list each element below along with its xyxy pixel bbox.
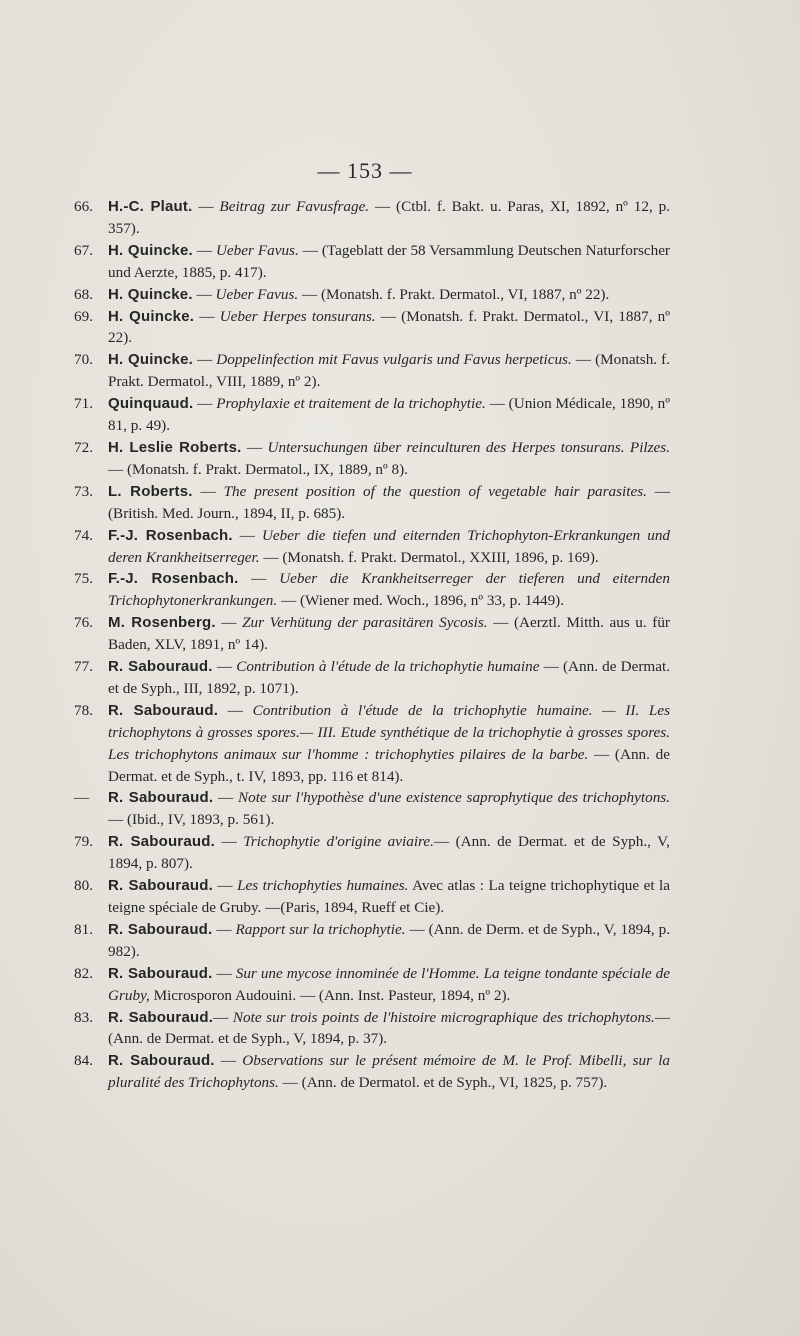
reference-item — [74, 349, 670, 393]
reference-separator: — — [212, 658, 237, 676]
reference-separator: — — [213, 789, 238, 807]
reference-number: 73. — [74, 482, 93, 500]
reference-title: Note sur l'hypothèse d'une existence saprophytique des trichophytons. — [237, 789, 670, 807]
reference-item — [74, 656, 671, 700]
reference-details: — (British. Med. Journ., 1894, II, p. 685). — [108, 482, 670, 522]
reference-item — [74, 306, 670, 350]
reference-item — [74, 196, 670, 240]
reference-author: H. Quincke. — [108, 307, 195, 325]
reference-author: R. Sabouraud. — [108, 877, 213, 895]
reference-details: — (Monatsh. f. Prakt. Dermatol., XXIII, 1896, p. 169). — [259, 548, 599, 566]
reference-number: 74. — [74, 526, 93, 544]
reference-author: R. Sabouraud. — [108, 964, 213, 982]
reference-number: 84. — [74, 1052, 93, 1070]
reference-author: F.-J. Rosenbach. — [108, 526, 233, 544]
reference-item — [74, 831, 670, 875]
reference-author: H.-C. Plaut. — [108, 198, 193, 215]
reference-number: 80. — [74, 877, 93, 895]
reference-item — [74, 481, 670, 525]
reference-separator: — — [241, 438, 268, 456]
reference-separator: — — [212, 877, 238, 895]
reference-number: 66. — [74, 198, 93, 215]
reference-separator: — — [214, 833, 244, 851]
reference-item — [74, 437, 671, 481]
reference-details: — (Union Médicale, 1890, nº 81, p. 49). — [108, 395, 670, 435]
reference-item — [74, 284, 670, 306]
reference-details: Avec atlas : La teigne trichophytique et la teigne spéciale de Gruby. —(Paris, 1894, Rueff et Cie). — [108, 877, 671, 916]
reference-author: Quinquaud. — [108, 395, 194, 413]
reference-number: 83. — [74, 1008, 93, 1026]
reference-title: Trichophytie d'origine aviaire. — [243, 833, 434, 851]
reference-item — [74, 1007, 670, 1051]
reference-author: M. Rosenberg. — [108, 614, 216, 632]
reference-number: 75. — [74, 570, 93, 588]
reference-details: — (Ann. de Dermat. et de Syph., V, 1894, p. 807). — [108, 833, 670, 873]
reference-item — [74, 525, 671, 569]
reference-details: Microsporon Audouini. — (Ann. Inst. Pasteur, 1894, nº 2). — [149, 986, 511, 1004]
reference-number: 77. — [74, 658, 93, 676]
reference-item — [74, 787, 670, 831]
reference-item — [74, 240, 670, 284]
reference-author: H. Quincke. — [108, 351, 193, 369]
reference-number: 76. — [74, 614, 93, 632]
reference-details: — (Monatsh. f. Prakt. Dermatol., VIII, 1889, nº 2). — [108, 351, 670, 391]
reference-title: Ueber Favus. — [215, 285, 299, 303]
reference-author: L. Roberts. — [108, 482, 193, 500]
reference-author: R. Sabouraud. — [108, 833, 215, 851]
reference-number: 68. — [74, 285, 93, 303]
reference-author: H. Leslie Roberts. — [108, 438, 242, 456]
reference-separator: — — [213, 1008, 233, 1026]
reference-author: R. Sabouraud. — [108, 1052, 215, 1070]
reference-item — [74, 393, 670, 437]
reference-item — [74, 875, 671, 919]
reference-item — [74, 919, 670, 963]
reference-number: 78. — [74, 701, 93, 719]
reference-number: 69. — [74, 307, 93, 325]
reference-list — [74, 196, 671, 1094]
reference-author: R. Sabouraud. — [108, 920, 213, 938]
reference-details: — (Ann. de Derm. et de Syph., V, 1894, p. 982). — [108, 920, 670, 960]
reference-separator: — — [212, 964, 236, 982]
reference-separator: — — [212, 920, 236, 938]
reference-details: — (Ann. de Dermat. et de Syph., III, 1892, p. 1071). — [108, 658, 671, 697]
reference-author: R. Sabouraud. — [108, 1008, 214, 1026]
reference-separator: — — [238, 570, 280, 588]
reference-details: — (Wiener med. Woch., 1896, nº 33, p. 1449). — [277, 592, 565, 610]
reference-author: R. Sabouraud. — [108, 658, 213, 676]
reference-title: Les trichophyties humaines. — [237, 877, 409, 895]
reference-title: The present position of the question of vegetable hair parasites. — [223, 482, 647, 500]
reference-title: Prophylaxie et traitement de la trichophytie. — [216, 395, 486, 413]
reference-separator: — — [192, 285, 216, 303]
reference-title: Ueber die Krankheitserreger der tieferen und eiternden Trichophytonerkrankungen. — [108, 570, 671, 610]
reference-separator: — — [232, 526, 262, 544]
reference-number: 82. — [74, 964, 93, 982]
reference-details: — (Ann. de Dermatol. et de Syph., VI, 1825, p. 757). — [278, 1074, 608, 1092]
reference-number: 81. — [74, 920, 93, 938]
reference-title: Observations sur le présent mémoire de M. le Prof. Mibelli, sur la pluralité des Trichophytons. — [108, 1052, 671, 1092]
reference-number: — — [74, 789, 90, 807]
reference-separator: — — [192, 482, 224, 500]
reference-item — [74, 1050, 671, 1094]
reference-number: 72. — [74, 438, 93, 456]
reference-title: Sur une mycose innominée de l'Homme. La teigne tondante spéciale de Gruby, — [108, 964, 671, 1004]
reference-details: — (Ctbl. f. Bakt. u. Paras, XI, 1892, nº 12, p. 357). — [108, 198, 670, 237]
reference-author: R. Sabouraud. — [108, 701, 219, 719]
page-number: — 153 — — [317, 158, 413, 183]
reference-details: — (Ann. de Dermat. et de Syph., V, 1894, p. 37). — [108, 1008, 670, 1048]
reference-details: — (Ann. de Dermat. et de Syph., t. IV, 1893, pp. 116 et 814). — [108, 745, 670, 785]
reference-title: Untersuchungen über reinculturen des Herpes tonsurans. Pilzes. — [267, 438, 671, 456]
reference-separator: — — [214, 1052, 243, 1070]
reference-title: Rapport sur la trichophytie. — [235, 920, 406, 938]
reference-item — [74, 700, 670, 788]
reference-author: F.-J. Rosenbach. — [108, 570, 239, 588]
reference-details: — (Tageblatt der 58 Versammlung Deutschen Naturforscher und Aerzte, 1885, p. 417). — [108, 241, 670, 281]
reference-author: H. Quincke. — [108, 241, 193, 259]
reference-number: 67. — [74, 241, 93, 259]
reference-title: Ueber Favus. — [215, 241, 299, 259]
reference-item — [74, 612, 670, 656]
reference-author: H. Quincke. — [108, 285, 193, 303]
reference-item — [74, 963, 671, 1007]
reference-details: — (Ibid., IV, 1893, p. 561). — [108, 811, 275, 829]
reference-title: Beitrag zur Favusfrage. — [219, 198, 370, 215]
reference-author: R. Sabouraud. — [108, 789, 214, 807]
reference-details: — (Monatsh. f. Prakt. Dermatol., IX, 1889, nº 8). — [108, 460, 408, 478]
reference-title: Note sur trois points de l'histoire micrographique des trichophytons. — [232, 1008, 655, 1026]
reference-details: — (Aerztl. Mitth. aus u. für Baden, XLV, 1891, nº 14). — [108, 614, 670, 654]
reference-separator: — — [192, 241, 216, 259]
reference-separator: — — [215, 614, 243, 632]
reference-title: Zur Verhütung der parasitären Sycosis. — [242, 614, 488, 632]
reference-details: — (Monatsh. f. Prakt. Dermatol., VI, 1887, nº 22). — [298, 285, 610, 303]
reference-title: Doppelinfection mit Favus vulgaris und Favus herpeticus. — [216, 351, 572, 369]
reference-title: Ueber Herpes tonsurans. — [219, 307, 376, 325]
reference-item — [74, 568, 671, 612]
reference-number: 70. — [74, 351, 93, 369]
reference-title: Contribution à l'étude de la trichophytie humaine. — II. Les trichophytons à grosses spores.— III. Etude synthétique de la trichophytie à grosses spores. Les trichophytons animaux sur l'homme : trichophyties pilaires de la barbe. — [108, 701, 670, 763]
reference-separator: — — [218, 701, 253, 719]
reference-number: 79. — [74, 833, 93, 851]
reference-separator: — — [193, 395, 217, 413]
reference-separator: — — [194, 307, 220, 325]
reference-separator: — — [192, 351, 217, 369]
reference-number: 71. — [74, 395, 93, 413]
reference-separator: — — [192, 198, 220, 215]
reference-title: Contribution à l'étude de la trichophytie humaine — [236, 658, 540, 676]
reference-details: — (Monatsh. f. Prakt. Dermatol., VI, 1887, nº 22). — [108, 307, 670, 347]
reference-title: Ueber die tiefen und eiternden Trichophyton-Erkrankungen und deren Krankheitserreger. — [108, 526, 671, 566]
